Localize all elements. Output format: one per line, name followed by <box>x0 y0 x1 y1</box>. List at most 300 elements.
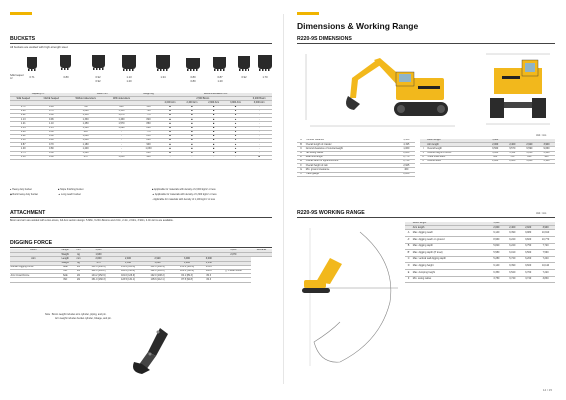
page-number: 14 / 15 <box>542 388 552 392</box>
dimensions-table-left <box>297 139 415 177</box>
table-cell: - <box>105 151 138 155</box>
bucket-image <box>156 55 170 69</box>
table-cell: ▲ <box>225 130 247 134</box>
table-cell: 84.1 [89.3] <box>172 274 202 278</box>
table-cell: 1,030 <box>138 147 159 151</box>
table-cell: 1.13 <box>10 118 36 122</box>
table-cell: 1.21 <box>10 122 36 126</box>
table-cell: 182.0 [193.2] <box>113 269 143 273</box>
table-cell: Boom length <box>427 139 487 143</box>
table-cell: 1,050 <box>105 155 138 159</box>
table-cell: ■ <box>181 147 203 151</box>
table-cell: 9,140 <box>488 263 504 270</box>
table-cell: 550 <box>138 105 159 109</box>
table-cell: ■ <box>181 139 203 143</box>
table-cell: 7,240 <box>536 256 555 263</box>
table-cell: - <box>246 139 272 143</box>
table-cell: Weight <box>57 261 74 265</box>
table-cell: Remarks <box>251 249 272 253</box>
table-cell: ■ <box>181 151 203 155</box>
table-cell: Ground clearance of counterweight <box>305 147 398 151</box>
table-cell: ▲ <box>225 122 247 126</box>
bucket-image <box>122 55 136 69</box>
table-cell: ▲ <box>225 118 247 122</box>
table-cell: 2,925 <box>398 164 415 168</box>
table-header: Capacity m³ <box>10 93 66 97</box>
table-cell: ■ <box>159 134 181 138</box>
table-cell: 9,570 <box>504 147 521 151</box>
table-cell: - <box>225 155 247 159</box>
bucket-capacity-alt: 1.20 <box>126 80 132 83</box>
table-cell: 9,140 <box>488 230 504 237</box>
table-row <box>405 276 555 283</box>
table-cell: - <box>105 139 138 143</box>
table-cell: I <box>420 147 427 151</box>
table-cell: 1.34 <box>10 126 36 130</box>
table-cell: kg <box>74 261 84 265</box>
table-cell: 1,570 <box>105 122 138 126</box>
table-cell <box>10 278 57 282</box>
table-cell: 880 <box>105 105 138 109</box>
table-header: 2,500 Boom <box>159 97 246 101</box>
table-cell: 3,900 <box>172 257 202 261</box>
table-cell: 3,900 <box>538 143 555 147</box>
table-cell: 1,450 <box>66 122 105 126</box>
table-cell: 5,820 <box>488 243 504 250</box>
table-cell: B' <box>405 250 412 257</box>
table-cell: ■ <box>181 126 203 130</box>
table-header: 2,000 Arm <box>159 101 181 105</box>
bucket-capacity: 0.92 <box>95 76 101 79</box>
table-cell <box>216 278 251 282</box>
table-row <box>297 172 415 176</box>
table-cell: mm <box>74 249 84 253</box>
table-cell: ■ <box>203 109 225 113</box>
table-cell: Boom length <box>412 222 488 226</box>
table-cell: Arm Crowd Force <box>10 274 57 278</box>
table-cell: 6,010 <box>504 250 520 257</box>
table-cell: ■ <box>159 143 181 147</box>
table-cell: 800 <box>138 151 159 155</box>
table-cell: 0.92 <box>10 113 36 117</box>
table-cell: 1,690 <box>105 126 138 130</box>
table-cell: ■ <box>181 105 203 109</box>
table-cell: 6,560 <box>520 250 536 257</box>
table-cell: - <box>246 118 272 122</box>
table-header: 2,400 Arm <box>181 101 203 105</box>
table-cell: 0.75 <box>10 151 36 155</box>
table-cell: ■ <box>203 122 225 126</box>
table-cell: 2,400 <box>504 143 521 147</box>
table-cell: - <box>246 143 272 147</box>
table-cell: 2,400 <box>504 226 520 230</box>
table-cell: 700 <box>504 155 521 159</box>
table-cell: ■ <box>203 113 225 117</box>
table-cell: 2,920 <box>520 226 536 230</box>
table-header: 3,900 Arm <box>225 101 247 105</box>
digging-force-table <box>10 249 272 283</box>
table-cell: 3,000 <box>202 257 216 261</box>
table-cell: 2,860 <box>398 151 415 155</box>
table-cell: 820 <box>138 118 159 122</box>
table-cell: 151.6 [160.9] <box>113 265 143 269</box>
table-cell: A <box>297 139 305 143</box>
table-row <box>405 236 555 243</box>
table-header: Recommendation mm <box>159 93 272 97</box>
section-rule <box>297 43 555 44</box>
table-cell: 0.60 <box>36 151 66 155</box>
table-cell: 6,520 <box>504 269 520 276</box>
table-cell: 1,270 <box>105 113 138 117</box>
table-cell: SAE <box>57 265 74 269</box>
table-cell: 600 <box>487 155 504 159</box>
table-cell: 10,770 <box>536 236 555 243</box>
table-cell: 760 <box>66 105 105 109</box>
table-cell: E <box>405 269 412 276</box>
table-cell <box>251 253 272 257</box>
section-rule <box>10 43 272 44</box>
table-cell: 3,010 <box>521 151 538 155</box>
table-cell: 1,180 <box>66 143 105 147</box>
table-cell: 151.6 [160.9] <box>84 265 114 269</box>
table-cell: - <box>246 122 272 126</box>
table-cell: 1,280 <box>172 261 202 265</box>
table-cell: Min. swing radius <box>412 276 488 283</box>
table-cell: 2,200 <box>398 172 415 176</box>
table-cell: J <box>420 151 427 155</box>
table-cell: 1,930 <box>84 253 114 257</box>
table-header: 6,200 Boom <box>246 97 272 101</box>
table-cell: ■ <box>203 126 225 130</box>
bucket-capacity: 1.13 <box>126 76 132 79</box>
bucket-capacity: 0.80 <box>190 76 196 79</box>
table-cell: 102.0 [108.2] <box>143 274 173 278</box>
table-cell: 5,580 <box>488 250 504 257</box>
working-range-table <box>405 222 555 283</box>
table-cell: ■ <box>159 105 181 109</box>
table-cell: ■ <box>246 155 272 159</box>
table-cell: A' <box>405 236 412 243</box>
bucket-capacity-alt: 0.92 <box>95 80 101 83</box>
table-cell: 144.2 [152.9] <box>84 274 114 278</box>
table-cell: F <box>405 276 412 283</box>
excavator-side-view <box>300 50 460 130</box>
table-cell: Length <box>57 249 74 253</box>
table-cell: 0.96 <box>36 118 66 122</box>
table-cell: E <box>297 159 305 163</box>
table-cell: 3,830 <box>536 276 555 283</box>
table-cell: 1,040 <box>113 261 143 265</box>
table-cell: - <box>246 147 272 151</box>
table-cell: ■ <box>159 151 181 155</box>
table-cell: Weight <box>57 253 74 257</box>
section-rule <box>297 217 555 218</box>
table-cell: 151.0 [160.3] <box>84 278 114 282</box>
bucket-capacity: 1.34 <box>160 76 166 79</box>
table-cell: Tail swing radius <box>305 151 398 155</box>
table-cell: 3,000 <box>521 159 538 163</box>
table-cell: ■ <box>159 139 181 143</box>
bucket-table <box>10 93 272 160</box>
table-cell: 700 <box>138 109 159 113</box>
table-cell: 6,750 <box>520 243 536 250</box>
table-cell: kN <box>74 269 84 273</box>
table-cell: 2,000 <box>488 226 504 230</box>
table-cell: Overall width <box>427 159 487 163</box>
table-cell: 1,390 <box>66 151 105 155</box>
table-cell: 1.00 <box>10 147 36 151</box>
table-cell: ■ <box>181 134 203 138</box>
table-row <box>405 250 555 257</box>
page-title: Dimensions & Working Range <box>297 21 419 31</box>
table-cell: 0.71 <box>10 105 36 109</box>
table-cell: ■ <box>203 118 225 122</box>
table-cell: 6,350 <box>488 269 504 276</box>
table-cell: 6,760 <box>520 269 536 276</box>
buckets-note: All buckets are welded with high-strength steel. <box>10 45 69 49</box>
table-cell: mm <box>74 257 84 261</box>
table-cell: 3,740 <box>520 276 536 283</box>
legend-item: ■ Slope finishing bucket <box>58 188 84 191</box>
accent-bar <box>297 12 319 15</box>
table-cell: 182.0 [193.2] <box>84 269 114 273</box>
bucket-capacity: 0.87 <box>217 76 223 79</box>
working-range-title: R220-9S WORKING RANGE <box>297 210 365 216</box>
table-cell: 3,750 <box>488 276 504 283</box>
legend-item: - Applicable for materials with density of 1,100 kg/m³ or less <box>152 198 215 201</box>
table-cell: 0.70 <box>36 143 66 147</box>
table-cell: 123.5 [131.1] <box>113 278 143 282</box>
table-cell: 119.6 [126.9] <box>113 274 143 278</box>
table-cell: ■ <box>159 147 181 151</box>
table-cell: - <box>105 147 138 151</box>
table-cell: 87.5 [92.8] <box>172 278 202 282</box>
table-cell: 9,600 <box>520 263 536 270</box>
bucket-image <box>27 57 37 69</box>
table-cell: 975 <box>84 261 114 265</box>
table-cell: Max. digging reach <box>412 230 488 237</box>
table-header: Weight kg <box>138 93 159 97</box>
table-cell: 1,080 <box>66 134 105 138</box>
table-cell: Tumbler distance <box>305 139 398 143</box>
table-cell: 151.6 [160.9] <box>143 265 173 269</box>
table-row <box>10 155 272 159</box>
table-cell: G <box>297 168 305 172</box>
table-cell: F <box>297 164 305 168</box>
legend-item: ● Heavy duty bucket <box>10 188 32 191</box>
table-cell: 0.80 <box>10 130 36 134</box>
table-cell: ■ <box>159 109 181 113</box>
table-cell: K <box>420 155 427 159</box>
table-cell: 2,000 <box>487 143 504 147</box>
table-cell: ▲ <box>225 139 247 143</box>
table-cell: Max. digging reach on ground <box>412 236 488 243</box>
dims-title: R220-9S DIMENSIONS <box>297 36 352 42</box>
table-cell: 7,220 <box>536 269 555 276</box>
table-cell: D <box>297 151 305 155</box>
table-cell: 0.92 <box>10 134 36 138</box>
table-cell: 5,680 <box>488 222 504 226</box>
digging-title: DIGGING FORCE <box>10 240 53 246</box>
table-cell: 770 <box>138 130 159 134</box>
table-cell: 1,260 <box>66 139 105 143</box>
bucket-capacity: 0.71 <box>29 76 35 79</box>
table-cell: 460 <box>398 168 415 172</box>
table-cell: ■ <box>181 122 203 126</box>
table-cell: - <box>105 143 138 147</box>
table-cell: 1.10 <box>10 139 36 143</box>
table-cell: 2,070 <box>216 253 251 257</box>
table-cell: 0.90 <box>36 139 66 143</box>
table-cell: H <box>297 172 305 176</box>
table-cell: 80.3 <box>202 274 216 278</box>
table-row <box>405 230 555 237</box>
digging-note: Arm weight includes bucket cylinder, linkage, and pin. <box>55 317 112 320</box>
table-cell: 1,200 <box>66 147 105 151</box>
table-header: With sidecutters <box>105 97 138 101</box>
legend-item: ▲ Long reach bucket <box>58 193 81 196</box>
table-cell: 9,590 <box>521 147 538 151</box>
table-cell: ■ <box>203 151 225 155</box>
table-cell: ▲ <box>225 126 247 130</box>
table-cell: 960 <box>138 155 159 159</box>
table-cell: ■ <box>181 109 203 113</box>
table-cell: 7,590 <box>536 250 555 257</box>
table-cell: 9,220 <box>504 236 520 243</box>
table-cell: ▲ <box>225 109 247 113</box>
table-cell: 3,460 <box>538 151 555 155</box>
table-cell: ■ <box>203 105 225 109</box>
table-cell: - <box>159 155 181 159</box>
legend-item: ▲ Applicable for materials with density of 1,600 kg/m³ or less <box>152 193 217 196</box>
table-cell: Length <box>57 257 74 261</box>
table-cell: 970 <box>66 155 105 159</box>
table-cell: - <box>246 126 272 130</box>
table-cell: 84.3 <box>202 278 216 282</box>
table-cell: ■ <box>203 134 225 138</box>
table-cell: kN <box>74 265 84 269</box>
table-cell: 5,280 <box>488 256 504 263</box>
section-rule <box>10 217 272 218</box>
bucket-capacity: 0.80 <box>63 76 69 79</box>
table-cell: 8,960 <box>488 236 504 243</box>
table-cell: D <box>405 263 412 270</box>
table-cell: ▲ <box>225 113 247 117</box>
table-cell: 6,200 <box>216 249 251 253</box>
table-cell: ■ <box>181 113 203 117</box>
legend-item: ■ Applicable for materials with density of 2,000 kg/m³ or less <box>152 188 216 191</box>
table-cell: 1,150 <box>202 261 216 265</box>
table-cell: 3,900 <box>536 226 555 230</box>
table-cell: 0.80 <box>36 147 66 151</box>
table-cell: Boom <box>10 249 57 253</box>
table-cell: Max. digging height <box>412 263 488 270</box>
table-cell: Rear-end length <box>305 155 398 159</box>
legend-item: ◆ Rock heavy duty bucket <box>10 193 38 196</box>
table-cell: 151.6 [160.9] <box>172 265 202 269</box>
table-cell: 0.80 <box>36 134 66 138</box>
table-cell: ■ <box>159 130 181 134</box>
table-row <box>420 159 555 163</box>
table-cell: ■ <box>203 143 225 147</box>
table-cell: ■ <box>203 130 225 134</box>
table-cell: - <box>246 109 272 113</box>
bucket-image <box>186 58 200 69</box>
table-cell: - <box>181 155 203 159</box>
table-cell: 9,390 <box>504 263 520 270</box>
table-cell: ■ <box>203 147 225 151</box>
table-cell: 770 <box>138 113 159 117</box>
accent-bar <box>10 12 32 15</box>
table-cell: ■ <box>159 126 181 130</box>
table-cell: ■ <box>225 105 247 109</box>
table-cell: ISO <box>57 269 74 273</box>
table-cell: 182.0 [193.2] <box>143 269 173 273</box>
table-cell: 0.49 <box>36 105 66 109</box>
table-row <box>405 269 555 276</box>
table-cell: ■ <box>159 122 181 126</box>
dims-unit: Unit : mm <box>536 134 547 137</box>
table-cell: Overall height of cab <box>305 164 398 168</box>
table-cell: 151.6 <box>202 265 216 269</box>
table-cell: 10,910 <box>536 230 555 237</box>
table-cell: 182.0 [193.2] <box>172 269 202 273</box>
bucket-image <box>60 55 71 68</box>
table-cell: Max. vertical wall digging depth <box>412 256 488 263</box>
table-cell: L <box>420 159 427 163</box>
table-cell: 1.15 <box>36 126 66 130</box>
bucket-image <box>92 55 105 68</box>
table-header: SAE heaped <box>10 97 36 101</box>
table-cell: B <box>297 143 305 147</box>
excavator-front-view <box>482 50 554 130</box>
table-row <box>405 243 555 250</box>
table-cell: Min. ground clearance <box>305 168 398 172</box>
table-cell: ■ <box>181 118 203 122</box>
table-cell: Overall length <box>427 147 487 151</box>
table-cell: 1,080 <box>66 109 105 113</box>
table-cell: 850 <box>138 134 159 138</box>
table-cell: 1,150 <box>105 109 138 113</box>
table-cell: 9,560 <box>487 147 504 151</box>
table-cell: 4,195 <box>398 143 415 147</box>
table-cell: 0.80 <box>10 109 36 113</box>
table-cell: ■ <box>225 151 247 155</box>
table-cell: Track shoe width <box>427 155 487 159</box>
table-cell: Overall length of crawler <box>305 143 398 147</box>
table-cell: - <box>246 134 272 138</box>
table-cell: 2,400 <box>113 257 143 261</box>
attachment-note: Boom and arm are welded with a low-stress, full-box section design. 5.68m, 6.20m Booms and 2.0m, 2.4m, 2.92m, 3.90m, 4.0m Arms are available. <box>10 219 174 222</box>
table-header: Without sidecutters <box>66 97 105 101</box>
table-cell: 105.6 [112.1] <box>143 278 173 282</box>
table-row <box>10 278 272 282</box>
table-header: Width mm <box>66 93 138 97</box>
table-cell: 9,980 <box>520 230 536 237</box>
table-cell: 900 <box>138 143 159 147</box>
table-cell: Arm length <box>412 226 488 230</box>
table-cell: ■ <box>203 139 225 143</box>
table-cell: Max. dumping height <box>412 269 488 276</box>
table-header: CECE heaped <box>36 97 66 101</box>
table-cell: kg <box>74 253 84 257</box>
table-cell: - <box>246 130 272 134</box>
table-cell: - <box>105 134 138 138</box>
table-cell: ■ <box>181 143 203 147</box>
working-range-diagram <box>300 222 400 372</box>
table-cell: kN <box>74 274 84 278</box>
table-cell: 1,000 <box>143 261 173 265</box>
